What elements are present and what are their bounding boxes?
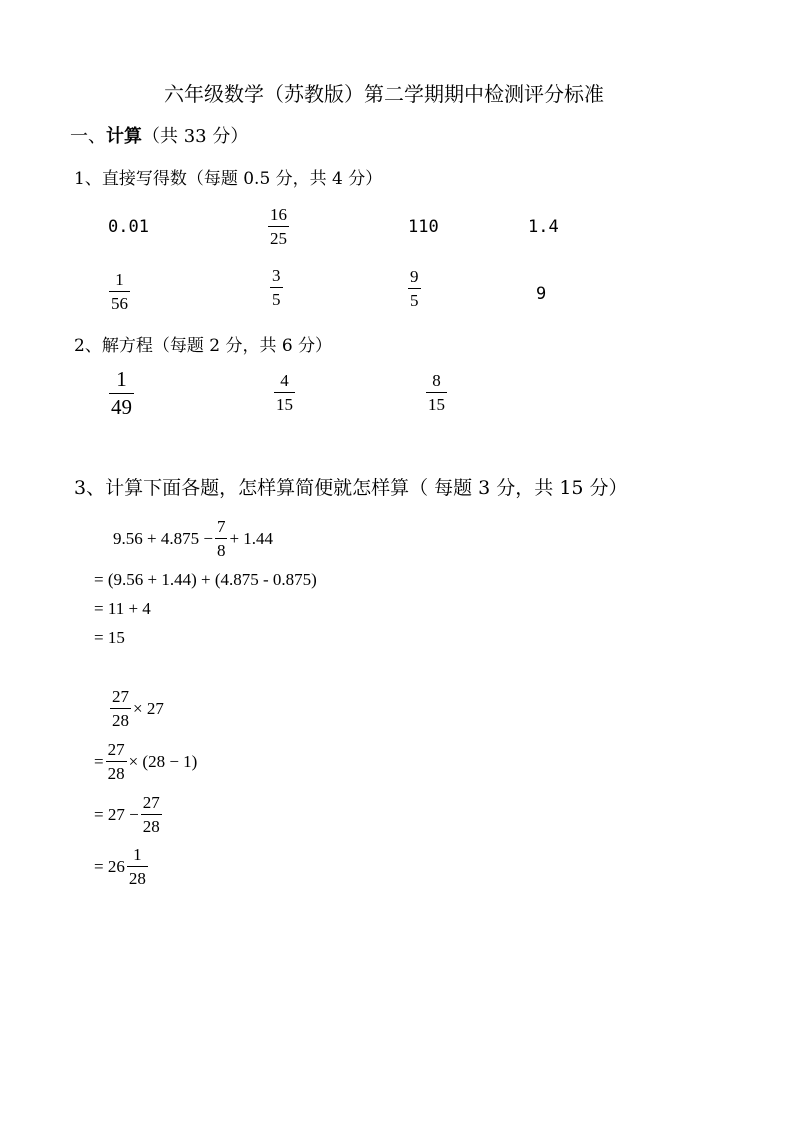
denominator: 15 — [426, 392, 447, 413]
section-score: （共 33 分） — [142, 126, 249, 147]
q3-p2-line-3 — [94, 794, 164, 835]
fraction — [127, 846, 148, 887]
numerator: 27 — [112, 687, 129, 706]
q3-p1-line-4: = 15 — [94, 628, 125, 647]
q1-answer-8: 9 — [536, 284, 547, 304]
expr-part: × (28 − 1) — [128, 751, 198, 771]
denominator: 5 — [270, 287, 283, 308]
section-title: 计算 — [106, 126, 142, 147]
numerator: 27 — [107, 740, 125, 759]
numerator: 9 — [410, 267, 419, 286]
q1-heading: 1、直接写得数（每题 0.5 分，共 4 分） — [74, 169, 383, 189]
q2-answer-2 — [274, 372, 295, 413]
q1-answer-1: 0.01 — [108, 217, 149, 237]
expr-part: × 27 — [133, 698, 164, 718]
q1-answer-4: 1.4 — [528, 217, 559, 237]
q3-p2-line-4 — [94, 846, 150, 887]
fraction — [141, 794, 162, 835]
q1-answer-6 — [270, 267, 283, 308]
denominator: 25 — [268, 226, 289, 247]
q2-answer-3 — [426, 372, 447, 413]
section-heading — [70, 122, 248, 148]
numerator: 7 — [216, 517, 226, 536]
denominator: 28 — [106, 761, 127, 782]
denominator: 56 — [109, 291, 130, 312]
fraction — [215, 518, 228, 559]
q1-answer-2 — [268, 206, 289, 247]
section-prefix: 一、 — [70, 126, 106, 147]
q2-heading: 2、解方程（每题 2 分，共 6 分） — [74, 336, 333, 356]
fraction — [106, 741, 127, 782]
denominator: 8 — [215, 538, 228, 559]
q3-heading: 3、计算下面各题，怎样算简便就怎样算（ 每题 3 分，共 15 分） — [74, 477, 628, 499]
expr-part: = — [94, 751, 104, 771]
numerator: 1 — [115, 270, 124, 289]
numerator: 4 — [280, 371, 289, 390]
expr-part: = 26 — [94, 856, 125, 876]
q1-answer-5 — [109, 271, 130, 312]
denominator: 5 — [408, 288, 421, 309]
denominator: 49 — [111, 395, 132, 419]
numerator: 1 — [116, 367, 127, 391]
denominator: 28 — [141, 814, 162, 835]
fraction — [110, 688, 131, 729]
expr-part: 9.56 + 4.875 − — [113, 528, 213, 548]
numerator: 1 — [133, 845, 142, 864]
q1-answer-3: 110 — [408, 217, 439, 237]
numerator: 16 — [270, 205, 287, 224]
q3-p1-line-2: = (9.56 + 1.44) + (4.875 - 0.875) — [94, 570, 317, 589]
q2-answer-1 — [109, 369, 134, 418]
numerator: 8 — [432, 371, 441, 390]
q3-p1-line-1 — [113, 518, 273, 559]
denominator: 28 — [110, 708, 131, 729]
q3-p2-line-1 — [108, 688, 164, 729]
page-title: 六年级数学（苏教版）第二学期期中检测评分标准 — [164, 82, 604, 106]
q1-answer-7 — [408, 268, 421, 309]
numerator: 3 — [272, 266, 281, 285]
q3-p1-line-3: = 11 + 4 — [94, 599, 151, 618]
q3-p2-line-2 — [94, 741, 197, 782]
denominator: 28 — [127, 866, 148, 887]
expr-part: = 27 − — [94, 804, 139, 824]
denominator: 15 — [274, 392, 295, 413]
expr-part: + 1.44 — [229, 528, 274, 548]
numerator: 27 — [142, 793, 160, 812]
